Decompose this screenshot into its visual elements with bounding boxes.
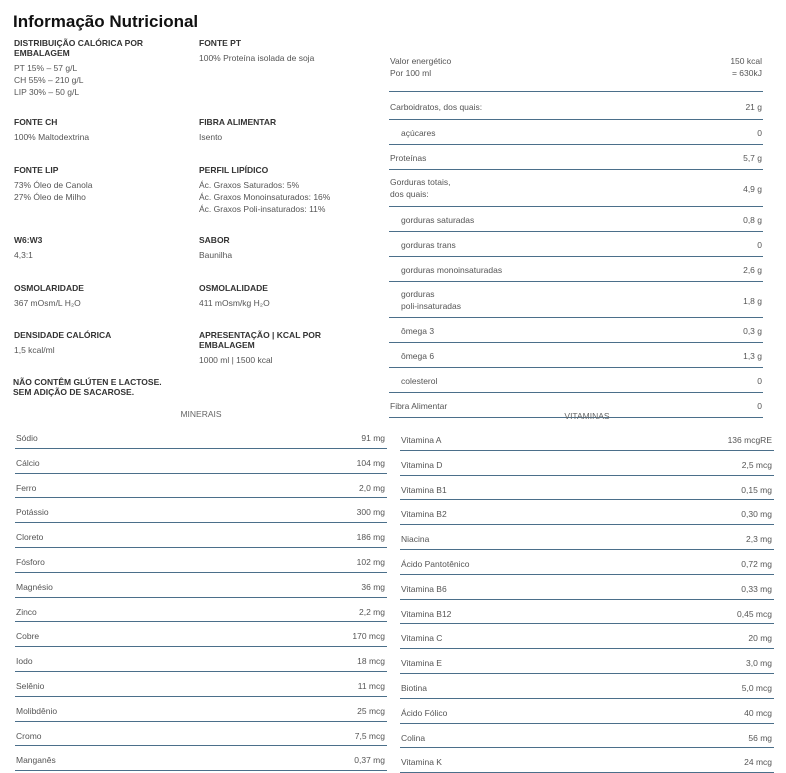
info-line: PT 15% – 57 g/L [14, 63, 78, 73]
row-value: 25 mcg [357, 705, 385, 716]
nutrient-value-line: 0,8 g [743, 215, 762, 225]
row-value: 18 mcg [357, 656, 385, 667]
nutrient-value-line: 2,6 g [743, 265, 762, 275]
row-name: Sódio [16, 433, 38, 443]
row-value: 186 mg [356, 532, 385, 543]
row-value: 91 mg [361, 433, 385, 443]
nutrition-row [389, 207, 763, 232]
nutrient-value-line: 0 [757, 240, 762, 250]
row-value: 0,30 mg [741, 509, 772, 520]
nutrient-name-line: gorduras monoinsaturadas [401, 265, 503, 275]
info-label: FONTE LIP [14, 165, 59, 175]
nutrient-value-line: 1,3 g [743, 351, 762, 361]
info-block [199, 283, 379, 309]
info-block [14, 38, 164, 98]
nutrient-value [730, 55, 762, 79]
info-block [199, 235, 379, 261]
info-label: OSMOLALIDADE [199, 283, 268, 293]
nutrition-row [389, 368, 763, 393]
row-value: 136 mcgRE [727, 435, 772, 445]
mineral-row [15, 498, 387, 523]
row-value: 2,3 mg [746, 534, 772, 545]
row-value: 170 mcg [352, 631, 385, 642]
row-name: Manganês [16, 755, 56, 766]
info-label: W6:W3 [14, 235, 43, 245]
row-name: Vitamina D [401, 459, 443, 470]
row-name: Molibdênio [16, 705, 58, 716]
nutrient-value [743, 350, 762, 362]
nutrient-name [390, 101, 482, 113]
nutrient-name [390, 152, 426, 164]
info-line: 1,5 kcal/ml [14, 345, 55, 355]
row-value: 24 mcg [744, 757, 772, 768]
nutrient-value [743, 295, 762, 307]
minerals-title: MINERAIS [180, 409, 222, 419]
row-name: Potássio [16, 507, 49, 518]
info-block [14, 117, 194, 143]
nutrient-value-line: 4,9 g [743, 184, 762, 194]
row-value: 0,37 mg [354, 755, 385, 766]
row-value: 7,5 mcg [354, 730, 385, 741]
info-line: 1000 ml | 1500 kcal [199, 355, 273, 365]
nutrient-name-line: Proteínas [390, 153, 427, 163]
mineral-row [15, 598, 387, 623]
row-value: 20 mg [748, 633, 772, 644]
info-line: 27% Óleo de Milho [14, 192, 86, 202]
nutrient-value-line: 21 g [745, 102, 762, 112]
info-line: 100% Proteína isolada de soja [199, 53, 315, 63]
minerals-table [15, 424, 387, 771]
nutrition-row [389, 232, 763, 257]
mineral-row [15, 449, 387, 474]
nutrition-row [389, 120, 763, 145]
row-name: Fósforo [16, 556, 45, 567]
row-value: 300 mg [356, 507, 385, 518]
row-value: 104 mg [356, 457, 385, 468]
mineral-row [15, 697, 387, 722]
info-block [199, 330, 379, 366]
row-name: Zinco [16, 606, 37, 617]
nutrient-name [390, 176, 450, 200]
row-value: 0,72 mg [741, 558, 772, 569]
info-block [199, 117, 379, 143]
nutrient-name-line: dos quais: [390, 189, 429, 199]
info-value [199, 354, 379, 366]
info-label: DENSIDADE CALÓRICA [14, 330, 112, 340]
info-value [14, 297, 194, 309]
nutrient-value [743, 183, 762, 195]
info-value [14, 179, 194, 203]
info-label: FONTE CH [14, 117, 58, 127]
nutrient-value-line: 0 [757, 128, 762, 138]
nutrient-name [401, 375, 437, 387]
info-value [199, 179, 379, 215]
info-value [199, 131, 379, 143]
info-value [14, 131, 194, 143]
nutrient-name [401, 264, 502, 276]
mineral-row [15, 647, 387, 672]
nutrient-value-line: 1,8 g [743, 296, 762, 306]
row-value: 36 mg [361, 581, 385, 592]
nutrient-name-line: Valor energético [390, 56, 452, 66]
row-value: 11 mcg [357, 680, 385, 691]
mineral-row [15, 746, 387, 771]
row-name: Vitamina B1 [401, 484, 447, 495]
info-value [199, 249, 379, 261]
nutrition-row [389, 170, 763, 207]
row-name: Selênio [16, 680, 45, 691]
mineral-row [15, 424, 387, 449]
info-label: OSMOLARIDADE [14, 283, 84, 293]
nutrient-value-line: 5,7 g [743, 153, 762, 163]
vitamin-row [400, 699, 774, 724]
row-value: 0,15 mg [741, 484, 772, 495]
row-name: Magnésio [16, 581, 53, 592]
info-block [14, 283, 194, 309]
nutrient-value [757, 239, 762, 251]
nutrient-name-line: gorduras saturadas [401, 215, 475, 225]
row-value: 5,0 mcg [741, 682, 772, 693]
info-value [199, 52, 379, 64]
vitamin-row [400, 649, 774, 674]
info-line: LIP 30% – 50 g/L [14, 87, 80, 97]
row-value: 56 mg [748, 732, 772, 743]
row-name: Cloreto [16, 532, 44, 543]
nutrient-value [757, 127, 762, 139]
vitamin-row [400, 600, 774, 625]
info-line: CH 55% – 210 g/L [14, 75, 84, 85]
mineral-row [15, 548, 387, 573]
mineral-row [15, 622, 387, 647]
row-value: 2,0 mg [359, 482, 385, 493]
nutrient-value [743, 214, 762, 226]
info-value [14, 344, 194, 356]
nutrient-name-line: gorduras trans [401, 240, 456, 250]
page-title: Informação Nutricional [13, 12, 199, 31]
vitamin-row [400, 674, 774, 699]
row-value: 40 mcg [744, 707, 772, 718]
info-line: 411 mOsm/kg H₂O [199, 298, 270, 308]
row-name: Vitamina A [401, 435, 442, 445]
row-name: Vitamina B12 [401, 608, 452, 619]
mineral-row [15, 523, 387, 548]
info-value [14, 62, 164, 98]
nutrition-row [389, 92, 763, 120]
row-name: Cobre [16, 631, 40, 642]
vitamin-row [400, 525, 774, 550]
row-name: Vitamina B2 [401, 509, 447, 520]
nutrient-name-line: Por 100 ml [390, 68, 432, 78]
nutrient-name [401, 288, 461, 312]
nutrient-name [401, 214, 474, 226]
notice-line: NÃO CONTÊM GLÚTEN E LACTOSE. [13, 377, 162, 387]
nutrient-name-line: Gorduras totais, [390, 177, 451, 187]
mineral-row [15, 573, 387, 598]
row-name: Vitamina C [401, 633, 443, 644]
nutrient-name-line: poli-insaturadas [401, 301, 462, 311]
row-name: Iodo [16, 656, 33, 667]
info-label: FONTE PT [199, 38, 242, 48]
nutrient-name [401, 127, 436, 139]
info-label: DISTRIBUIÇÃO CALÓRICA POR EMBALAGEM [14, 38, 144, 58]
nutrient-name-line: ômega 6 [401, 351, 435, 361]
row-name: Colina [401, 732, 426, 743]
info-line: 4,3:1 [14, 250, 33, 260]
nutrition-row [389, 55, 763, 92]
nutrition-row [389, 145, 763, 170]
row-name: Cromo [16, 730, 42, 741]
nutrient-name [401, 325, 434, 337]
nutrient-name-line: Fibra Alimentar [390, 401, 448, 411]
nutrient-name [401, 239, 456, 251]
info-line: 73% Óleo de Canola [14, 180, 93, 190]
row-value: 0,33 mg [741, 583, 772, 594]
info-line: Baunilha [199, 250, 233, 260]
mineral-row [15, 474, 387, 499]
mineral-row [15, 722, 387, 747]
info-block [199, 165, 379, 215]
row-name: Niacina [401, 534, 430, 545]
vitamin-row [400, 624, 774, 649]
nutrient-name [390, 55, 451, 79]
nutrient-name-line: ômega 3 [401, 326, 435, 336]
row-value: 2,2 mg [359, 606, 385, 617]
info-block [14, 330, 194, 356]
info-block [199, 38, 379, 64]
info-label: SABOR [199, 235, 230, 245]
row-value: 2,5 mcg [741, 459, 772, 470]
info-label: APRESENTAÇÃO | KCAL POR EMBALAGEM [199, 330, 322, 350]
nutrient-value [743, 325, 762, 337]
row-name: Biotina [401, 682, 427, 693]
info-line: Isento [199, 132, 223, 142]
mineral-row [15, 672, 387, 697]
nutrition-row [389, 318, 763, 343]
vitamin-row [400, 575, 774, 600]
nutrient-value-line: 0 [757, 376, 762, 386]
nutrient-value-line: = 630kJ [731, 68, 762, 78]
info-block [14, 235, 194, 261]
nutrient-name-line: gorduras [401, 289, 435, 299]
vitamin-row [400, 476, 774, 501]
vitamin-row [400, 451, 774, 476]
vitamin-row [400, 426, 774, 451]
nutrient-value [743, 152, 762, 164]
row-name: Ferro [16, 482, 37, 493]
info-line: 100% Maltodextrina [14, 132, 90, 142]
vitamins-title: VITAMINAS [564, 411, 610, 421]
row-name: Vitamina E [401, 658, 442, 669]
notice [13, 377, 213, 397]
row-name: Vitamina K [401, 757, 442, 768]
vitamin-row [400, 748, 774, 773]
nutrition-row [389, 282, 763, 318]
vitamins-table [400, 426, 774, 773]
nutrient-name-line: colesterol [401, 376, 438, 386]
vitamin-row [400, 500, 774, 525]
row-name: Ácido Pantotênico [401, 558, 470, 569]
notice-line: SEM ADIÇÃO DE SACAROSE. [13, 387, 135, 397]
nutrient-value-line: 0 [757, 401, 762, 411]
nutrient-value [743, 264, 762, 276]
row-name: Vitamina B6 [401, 583, 447, 594]
vitamin-row [400, 724, 774, 749]
info-value [14, 249, 194, 261]
nutrition-row [389, 343, 763, 368]
row-value: 3,0 mg [746, 658, 772, 669]
info-line: Ác. Graxos Monoinsaturados: 16% [199, 192, 331, 202]
info-label: FIBRA ALIMENTAR [199, 117, 277, 127]
info-line: Ác. Graxos Saturados: 5% [199, 180, 300, 190]
nutrient-value [757, 375, 762, 387]
nutrient-value-line: 150 kcal [730, 56, 762, 66]
vitamin-row [400, 550, 774, 575]
row-name: Ácido Fólico [401, 707, 448, 718]
row-name: Cálcio [16, 457, 40, 468]
nutrient-value-line: 0,3 g [743, 326, 762, 336]
info-line: Ác. Graxos Poli-insaturados: 11% [199, 204, 326, 214]
row-value: 0,45 mcg [737, 608, 772, 619]
nutrient-value [745, 101, 762, 113]
info-line: 367 mOsm/L H₂O [14, 298, 81, 308]
nutrient-name [401, 350, 434, 362]
info-value [199, 297, 379, 309]
nutrition-table [389, 55, 763, 418]
row-value: 102 mg [356, 556, 385, 567]
nutrient-name-line: açúcares [401, 128, 436, 138]
nutrition-row [389, 257, 763, 282]
nutrient-name-line: Carboidratos, dos quais: [390, 102, 483, 112]
info-block [14, 165, 194, 203]
info-label: PERFIL LIPÍDICO [199, 165, 269, 175]
